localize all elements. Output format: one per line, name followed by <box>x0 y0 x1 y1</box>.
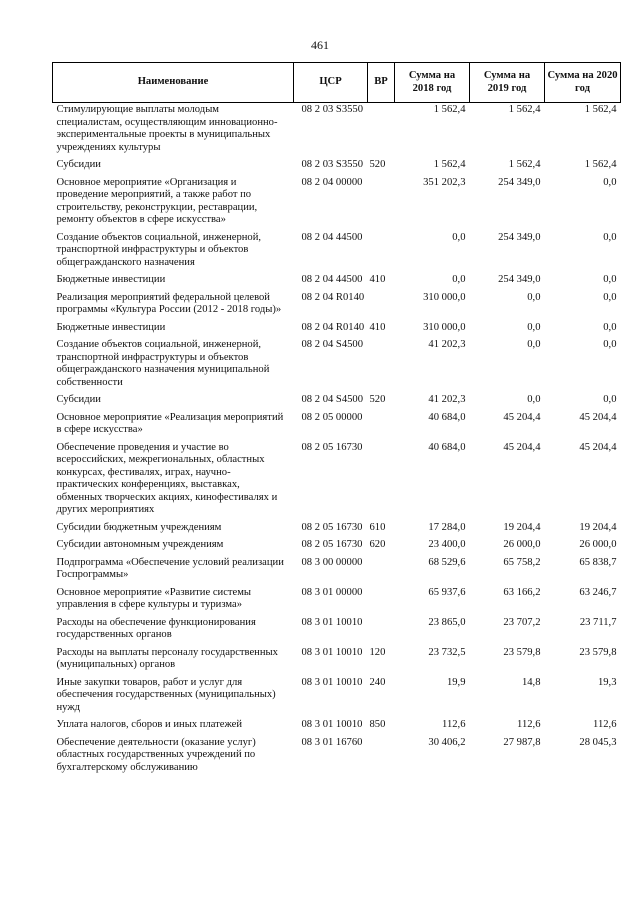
row-sum-2019: 27 987,8 <box>503 736 541 748</box>
row-vr <box>368 616 395 646</box>
table-row <box>53 736 621 779</box>
row-csr: 08 3 01 10010 <box>301 616 363 628</box>
row-vr <box>368 338 395 393</box>
row-sum-2020: 0,0 <box>603 339 617 350</box>
table-row <box>53 586 621 616</box>
row-sum-2020: 1 562,4 <box>584 159 617 170</box>
table-row <box>53 176 621 231</box>
row-sum-2020: 19,3 <box>597 676 617 688</box>
row-csr: 08 3 01 10010 <box>301 646 363 658</box>
table-row <box>53 521 621 539</box>
row-csr: 08 2 04 R0140 <box>301 321 365 333</box>
row-vr <box>368 231 395 274</box>
header-sum-2018: Сумма на 2018 год <box>395 63 470 103</box>
table-row <box>53 291 621 321</box>
row-name: Субсидии автономным учреждениям <box>56 539 224 550</box>
row-sum-2020: 28 045,3 <box>579 736 617 748</box>
row-sum-2020: 0,0 <box>603 291 617 303</box>
row-name: Основное мероприятие «Развитие системы управления в сфере культуры и туризма» <box>56 586 252 610</box>
row-sum-2018: 310 000,0 <box>423 291 466 303</box>
table-row <box>53 321 621 339</box>
row-name: Основное мероприятие «Организация и проведение мероприятий, а также работ по строительству, реконструкции, реставрации, ремонту объектов в сфере искусства» <box>56 176 258 225</box>
row-sum-2018: 1 562,4 <box>433 159 466 170</box>
row-name: Расходы на выплаты персоналу государственных (муниципальных) органов <box>56 646 278 670</box>
row-name: Субсидии <box>56 159 101 170</box>
row-name: Реализация мероприятий федеральной целевой программы «Культура России (2012 - 2018 годы)» <box>56 291 282 315</box>
row-vr: 620 <box>369 539 386 550</box>
row-sum-2019: 14,8 <box>521 676 541 688</box>
row-sum-2020: 0,0 <box>603 274 617 285</box>
row-name: Субсидии <box>56 394 101 405</box>
row-csr: 08 2 05 16730 <box>301 539 363 550</box>
row-vr <box>368 291 395 321</box>
row-sum-2019: 26 000,0 <box>503 539 541 550</box>
row-sum-2018: 351 202,3 <box>423 176 466 188</box>
row-sum-2018: 65 937,6 <box>428 586 466 598</box>
row-sum-2019: 254 349,0 <box>498 274 541 285</box>
row-csr: 08 2 04 R0140 <box>301 291 365 303</box>
row-csr: 08 2 03 S3550 <box>301 159 364 170</box>
row-vr <box>368 411 395 441</box>
row-sum-2019: 45 204,4 <box>503 411 541 423</box>
row-name: Создание объектов социальной, инженерной, транспортной инфраструктуры и объектов общегражданского назначения муниципальной собственности <box>56 339 270 388</box>
table-row <box>53 556 621 586</box>
table-row <box>53 158 621 176</box>
row-csr: 08 2 04 S4500 <box>301 394 364 405</box>
row-sum-2019: 63 166,2 <box>503 586 541 598</box>
row-csr: 08 2 05 16730 <box>301 521 363 533</box>
row-sum-2018: 112,6 <box>442 719 466 730</box>
row-sum-2018: 23 732,5 <box>428 646 466 658</box>
row-sum-2019: 23 707,2 <box>503 616 541 628</box>
row-sum-2018: 41 202,3 <box>428 339 466 350</box>
row-vr <box>368 556 395 586</box>
row-sum-2020: 0,0 <box>603 231 617 243</box>
row-sum-2020: 63 246,7 <box>579 586 617 598</box>
row-vr <box>368 736 395 779</box>
table-row <box>53 231 621 274</box>
row-sum-2018: 41 202,3 <box>428 394 466 405</box>
row-sum-2020: 23 711,7 <box>579 616 617 628</box>
row-name: Основное мероприятие «Реализация мероприятий в сфере искусства» <box>56 411 284 435</box>
row-sum-2018: 0,0 <box>452 231 466 243</box>
row-sum-2019: 45 204,4 <box>503 441 541 453</box>
row-vr: 410 <box>369 274 386 285</box>
row-vr: 520 <box>369 159 386 170</box>
row-sum-2019: 0,0 <box>527 321 541 333</box>
row-sum-2020: 112,6 <box>593 719 617 730</box>
budget-table <box>52 62 621 778</box>
row-csr: 08 3 01 10010 <box>301 719 363 730</box>
row-name: Стимулирующие выплаты молодым специалистам, осуществляющим инновационно-экспериментальные проекты в муниципальных учреждениях культуры <box>56 104 278 153</box>
row-sum-2020: 45 204,4 <box>579 441 617 453</box>
row-sum-2019: 65 758,2 <box>503 556 541 568</box>
row-csr: 08 2 03 S3550 <box>301 104 364 115</box>
row-name: Уплата налогов, сборов и иных платежей <box>56 719 243 730</box>
table-row <box>53 676 621 719</box>
row-name: Подпрограмма «Обеспечение условий реализации Госпрограммы» <box>56 556 284 580</box>
row-sum-2020: 0,0 <box>603 176 617 188</box>
row-sum-2019: 254 349,0 <box>498 231 541 243</box>
header-sum-2020: Сумма на 2020 год <box>545 63 621 103</box>
row-sum-2020: 45 204,4 <box>579 411 617 423</box>
row-sum-2020: 23 579,8 <box>579 646 617 658</box>
row-sum-2019: 0,0 <box>527 291 541 303</box>
header-csr: ЦСР <box>294 63 368 103</box>
row-csr: 08 2 04 00000 <box>301 176 363 188</box>
table-row <box>53 718 621 736</box>
row-sum-2018: 23 400,0 <box>428 539 466 550</box>
row-vr: 850 <box>369 719 386 730</box>
row-vr: 520 <box>369 394 386 405</box>
row-sum-2019: 254 349,0 <box>498 176 541 188</box>
row-csr: 08 3 00 00000 <box>301 556 363 568</box>
row-sum-2019: 19 204,4 <box>503 521 541 533</box>
page-number: 461 <box>311 38 329 52</box>
row-sum-2018: 30 406,2 <box>428 736 466 748</box>
row-csr: 08 2 05 16730 <box>301 441 363 453</box>
row-sum-2018: 310 000,0 <box>423 321 466 333</box>
row-sum-2020: 1 562,4 <box>584 104 617 115</box>
row-vr <box>368 586 395 616</box>
row-sum-2018: 40 684,0 <box>428 411 466 423</box>
row-csr: 08 3 01 10010 <box>301 676 363 688</box>
header-name: Наименование <box>53 63 294 103</box>
table-row <box>53 616 621 646</box>
row-name: Бюджетные инвестиции <box>56 274 166 285</box>
header-vr: ВР <box>368 63 395 103</box>
row-csr: 08 3 01 16760 <box>301 736 363 748</box>
row-csr: 08 3 01 00000 <box>301 586 363 598</box>
row-vr <box>368 103 395 159</box>
table-row <box>53 273 621 291</box>
row-name: Обеспечение проведения и участие во всероссийских, межрегиональных, областных конкурсах, фестивалях, играх, научно-практических конференциях, выставках, обменных творческих акциях, кинофестивалях и других мероприятиях <box>56 441 278 515</box>
row-vr: 610 <box>369 521 386 533</box>
row-name: Обеспечение деятельности (оказание услуг) областных государственных учреждений по бухгалтерскому обслуживанию <box>56 736 256 773</box>
row-sum-2018: 1 562,4 <box>433 104 466 115</box>
row-sum-2019: 1 562,4 <box>508 104 541 115</box>
row-sum-2018: 17 284,0 <box>428 521 466 533</box>
table-header-row <box>53 63 621 103</box>
row-sum-2018: 68 529,6 <box>428 556 466 568</box>
row-vr <box>368 441 395 521</box>
row-sum-2018: 19,9 <box>446 676 466 688</box>
row-name: Иные закупки товаров, работ и услуг для обеспечения государственных (муниципальных) нужд <box>56 676 276 713</box>
row-csr: 08 2 04 44500 <box>301 231 363 243</box>
header-sum-2019: Сумма на 2019 год <box>470 63 545 103</box>
row-sum-2020: 26 000,0 <box>579 539 617 550</box>
row-sum-2020: 0,0 <box>603 321 617 333</box>
row-sum-2020: 19 204,4 <box>579 521 617 533</box>
row-sum-2019: 23 579,8 <box>503 646 541 658</box>
row-sum-2019: 112,6 <box>517 719 541 730</box>
row-vr: 240 <box>369 676 386 688</box>
table-row <box>53 338 621 393</box>
row-sum-2019: 0,0 <box>527 394 541 405</box>
row-name: Бюджетные инвестиции <box>56 321 166 333</box>
table-row <box>53 411 621 441</box>
row-csr: 08 2 04 S4500 <box>301 339 364 350</box>
row-sum-2018: 0,0 <box>452 274 466 285</box>
row-sum-2019: 0,0 <box>527 339 541 350</box>
row-name: Расходы на обеспечение функционирования государственных органов <box>56 616 256 640</box>
row-sum-2019: 1 562,4 <box>508 159 541 170</box>
row-sum-2020: 65 838,7 <box>579 556 617 568</box>
table-row <box>53 646 621 676</box>
row-vr: 120 <box>369 646 386 658</box>
row-name: Субсидии бюджетным учреждениям <box>56 521 222 533</box>
table-row <box>53 441 621 521</box>
row-sum-2018: 40 684,0 <box>428 441 466 453</box>
row-vr <box>368 176 395 231</box>
table-row <box>53 103 621 159</box>
table-body <box>53 103 621 779</box>
row-sum-2020: 0,0 <box>603 394 617 405</box>
table-row <box>53 393 621 411</box>
row-csr: 08 2 04 44500 <box>301 274 363 285</box>
row-sum-2018: 23 865,0 <box>428 616 466 628</box>
row-vr: 410 <box>369 321 386 333</box>
table-row <box>53 538 621 556</box>
row-csr: 08 2 05 00000 <box>301 411 363 423</box>
row-name: Создание объектов социальной, инженерной, транспортной инфраструктуры и объектов общегражданского назначения <box>56 231 262 268</box>
